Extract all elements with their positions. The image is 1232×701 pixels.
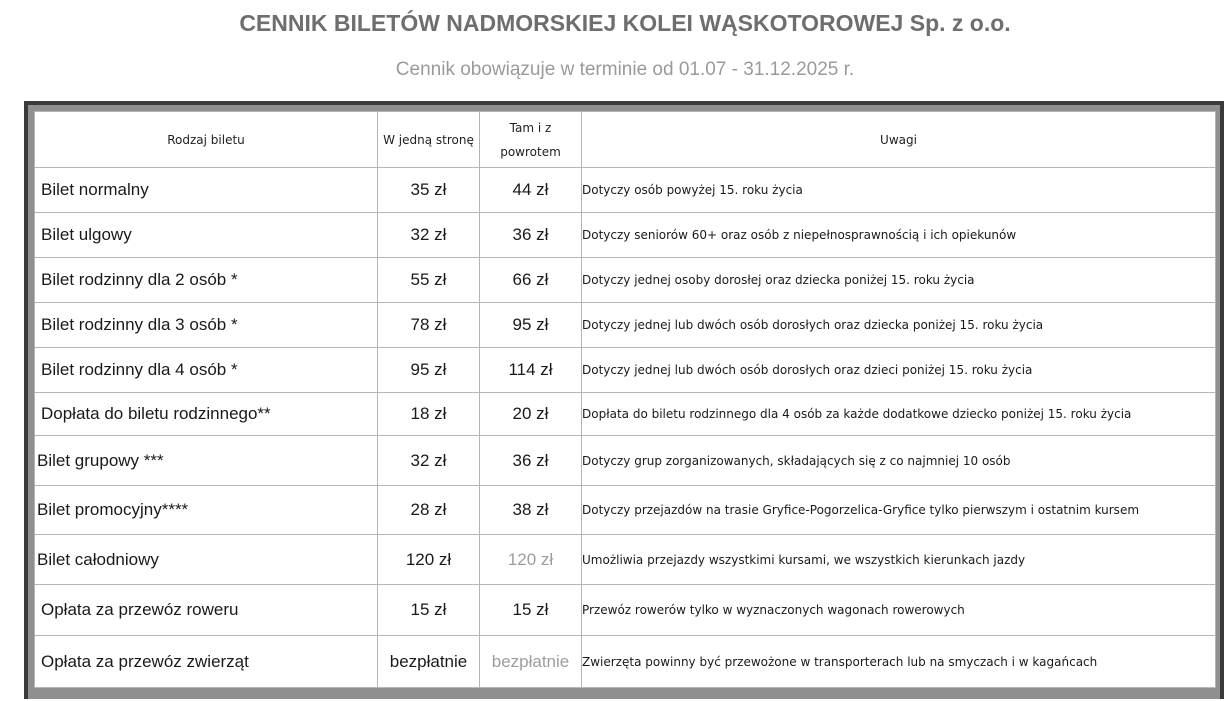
price-return: 20 zł: [480, 393, 582, 436]
table-row: [35, 486, 1216, 535]
price-one-way: 32 zł: [378, 436, 480, 486]
column-header-return-line1: Tam i z: [509, 120, 552, 135]
price-return: bezpłatnie: [480, 636, 582, 688]
table-row: [35, 636, 1216, 688]
price-table: [34, 111, 1216, 688]
ticket-note: Zwierzęta powinny być przewożone w transporterach lub na smyczach i w kagańcach: [582, 636, 1216, 688]
table-row: [35, 213, 1216, 258]
price-one-way: 95 zł: [378, 348, 480, 393]
page-subtitle: Cennik obowiązuje w terminie od 01.07 - 31.12.2025 r.: [395, 59, 855, 80]
ticket-name: Bilet rodzinny dla 4 osób *: [35, 348, 378, 393]
price-return: 120 zł: [480, 535, 582, 585]
price-return: 66 zł: [480, 258, 582, 303]
price-one-way: 55 zł: [378, 258, 480, 303]
table-row: [35, 535, 1216, 585]
price-return: 95 zł: [480, 303, 582, 348]
table-row: [35, 348, 1216, 393]
price-one-way: 28 zł: [378, 486, 480, 535]
ticket-note: Dotyczy grup zorganizowanych, składających się z co najmniej 10 osób: [582, 436, 1216, 486]
column-header-return: [480, 112, 582, 168]
price-return: 36 zł: [480, 213, 582, 258]
ticket-note: Dotyczy przejazdów na trasie Gryfice-Pogorzelica-Gryfice tylko pierwszym i ostatnim kursem: [582, 486, 1216, 535]
table-row: [35, 393, 1216, 436]
price-return: 114 zł: [480, 348, 582, 393]
ticket-name: Bilet grupowy ***: [35, 436, 378, 486]
ticket-name: Dopłata do biletu rodzinnego**: [35, 393, 378, 436]
price-one-way: bezpłatnie: [378, 636, 480, 688]
price-one-way: 15 zł: [378, 585, 480, 636]
ticket-name: Opłata za przewóz zwierząt: [35, 636, 378, 688]
ticket-name: Opłata za przewóz roweru: [35, 585, 378, 636]
ticket-note: Dotyczy seniorów 60+ oraz osób z niepełnosprawnością i ich opiekunów: [582, 213, 1216, 258]
ticket-note: Przewóz rowerów tylko w wyznaczonych wagonach rowerowych: [582, 585, 1216, 636]
table-header-row: [35, 112, 1216, 168]
ticket-name: Bilet normalny: [35, 168, 378, 213]
price-one-way: 32 zł: [378, 213, 480, 258]
table-row: [35, 585, 1216, 636]
price-one-way: 78 zł: [378, 303, 480, 348]
price-one-way: 18 zł: [378, 393, 480, 436]
ticket-name: Bilet rodzinny dla 3 osób *: [35, 303, 378, 348]
ticket-note: Dotyczy jednej lub dwóch osób dorosłych oraz dziecka poniżej 15. roku życia: [582, 303, 1216, 348]
price-one-way: 35 zł: [378, 168, 480, 213]
price-return: 15 zł: [480, 585, 582, 636]
column-header-notes: Uwagi: [582, 112, 1216, 168]
column-header-return-line2: powrotem: [500, 144, 561, 159]
ticket-note: Umożliwia przejazdy wszystkimi kursami, we wszystkich kierunkach jazdy: [582, 535, 1216, 585]
ticket-name: Bilet ulgowy: [35, 213, 378, 258]
ticket-note: Dotyczy jednej osoby dorosłej oraz dziecka poniżej 15. roku życia: [582, 258, 1216, 303]
table-row: [35, 258, 1216, 303]
ticket-note: Dotyczy jednej lub dwóch osób dorosłych oraz dzieci poniżej 15. roku życia: [582, 348, 1216, 393]
table-row: [35, 436, 1216, 486]
price-return: 38 zł: [480, 486, 582, 535]
column-header-type: Rodzaj biletu: [35, 112, 378, 168]
ticket-note: Dopłata do biletu rodzinnego dla 4 osób za każde dodatkowe dziecko poniżej 15. roku życia: [582, 393, 1216, 436]
ticket-name: Bilet rodzinny dla 2 osób *: [35, 258, 378, 303]
ticket-name: Bilet promocyjny****: [35, 486, 378, 535]
price-return: 36 zł: [480, 436, 582, 486]
table-row: [35, 303, 1216, 348]
table-row: [35, 168, 1216, 213]
price-one-way: 120 zł: [378, 535, 480, 585]
page-title: CENNIK BILETÓW NADMORSKIEJ KOLEI WĄSKOTOROWEJ Sp. z o.o.: [239, 10, 1011, 36]
ticket-name: Bilet całodniowy: [35, 535, 378, 585]
ticket-note: Dotyczy osób powyżej 15. roku życia: [582, 168, 1216, 213]
price-return: 44 zł: [480, 168, 582, 213]
column-header-one-way: W jedną stronę: [378, 112, 480, 168]
